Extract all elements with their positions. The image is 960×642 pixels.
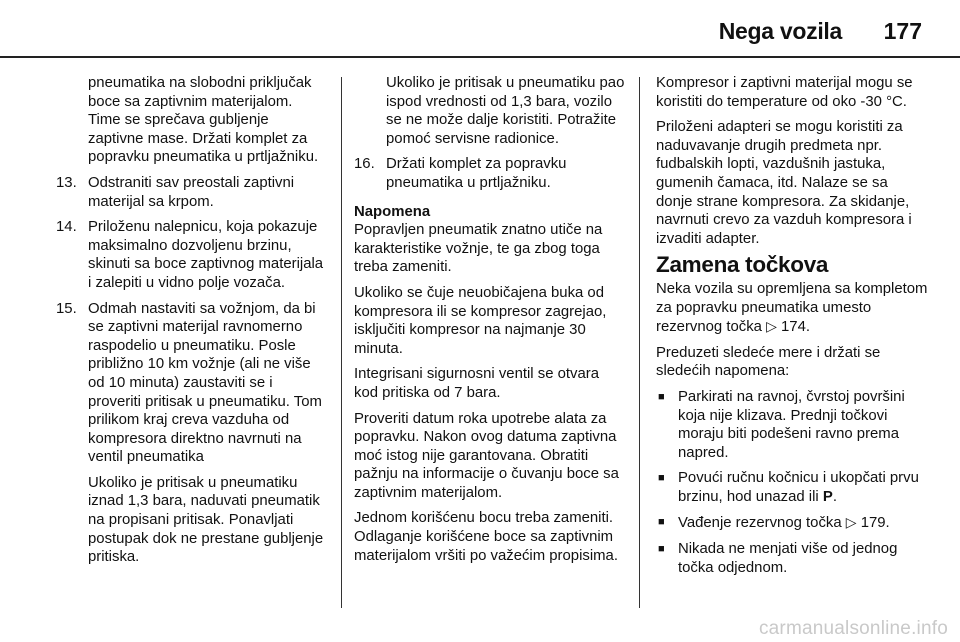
column-divider-2 <box>639 77 640 608</box>
header-rule <box>0 56 960 58</box>
paragraph: Preduzeti sledeće mere i držati se sledećih napomena: <box>656 344 881 380</box>
bullet-square-icon: ■ <box>658 543 665 556</box>
bullet-tail: . <box>832 488 837 505</box>
note-paragraph: Proveriti datum roka upotrebe alata za popravku. Nakon ovog datuma zaptivna moć istog nije garantovana. Obratiti pažnju na informacije o čuvanju boce sa zaptivnim materijalom. <box>354 410 619 501</box>
note-paragraph: Jednom korišćenu bocu treba zameniti. Odlaganje korišćene boce sa zaptivnim materijalom vršiti po važećim propisima. <box>354 510 618 564</box>
step-number: 16. <box>354 156 375 173</box>
page-ref-link[interactable]: 179. <box>860 515 890 532</box>
step-15 <box>56 300 328 467</box>
bullet-text: Parkirati na ravnoj, čvrstoj površini koja nije klizava. Prednji točkovi moraju biti podešeni ravno prema napred. <box>678 388 905 461</box>
bullet-text: Nikada ne menjati više od jednog točka odjednom. <box>678 541 898 576</box>
step-text: Odmah nastaviti sa vožnjom, da bi se zaptivni materijal ravnomerno raspodelio u pneumatiku. Posle približno 10 km vožnje (ali ne više od 10 minuta) zaustaviti se i proveriti pritisak u pneumatiku. Tom prilikom kraj creva vazduha od kompresora direktno navrnuti na ventil pneumatika <box>88 300 322 466</box>
bullet-item <box>656 513 928 533</box>
page-header-title: Nega vozila <box>718 18 842 44</box>
column-1 <box>56 74 328 574</box>
page-ref-link[interactable]: 174. <box>781 319 810 336</box>
step-14 <box>56 218 328 292</box>
page-ref-arrow-icon: ▷ <box>845 514 857 531</box>
continued-text: Ukoliko je pritisak u pneumatiku pao ispod vrednosti od 1,3 bara, vozilo se ne može dalje koristiti. Potražite pomoć servisne radionice. <box>386 75 625 147</box>
bullet-item <box>656 540 928 577</box>
step-text: Držati komplet za popravku pneumatika u prtljažniku. <box>386 156 567 191</box>
page-number: 177 <box>883 18 922 44</box>
bullet-item <box>656 469 928 506</box>
note-paragraph: Integrisani sigurnosni ventil se otvara kod pritiska od 7 bara. <box>354 366 599 401</box>
bullet-square-icon: ■ <box>658 516 665 529</box>
bullet-item <box>656 388 928 462</box>
gear-p-label: P <box>822 488 833 505</box>
column-2 <box>354 74 626 572</box>
bullet-square-icon: ■ <box>658 390 665 403</box>
section-heading: Zamena točkova <box>656 252 829 278</box>
bullet-text: Vađenje rezervnog točka <box>678 515 842 532</box>
continued-step-text: pneumatika na slobodni priključak boce sa zaptivnim materijalom. Time se sprečava gubljenje zaptivne mase. Držati komplet za popravku pneumatika u prtljažniku. <box>88 75 319 166</box>
step-16 <box>354 155 626 192</box>
step-text: Priloženu nalepnicu, koja pokazuje maksimalno dozvoljenu brzinu, skinuti sa boce zaptivnog materijala i zalepiti u vidno polje vozača. <box>88 219 324 291</box>
step-13 <box>56 174 328 211</box>
column-3 <box>656 74 928 584</box>
note-heading: Napomena <box>354 203 431 220</box>
paragraph <box>656 280 928 337</box>
step-number: 15. <box>56 300 77 317</box>
column-divider-1 <box>341 77 342 608</box>
bullet-content <box>678 469 928 506</box>
bullet-square-icon: ■ <box>658 472 665 485</box>
watermark: carmanualsonline.info <box>758 618 948 639</box>
step-text: Odstraniti sav preostali zaptivni materijal sa krpom. <box>88 174 295 210</box>
bullet-content <box>678 513 928 533</box>
paragraph: Priloženi adapteri se mogu koristiti za naduvavanje drugih predmeta npr. fudbalskih lopti, vazdušnih jastuka, gumenih čamaca, itd. Nalaze se sa donje strane kompresora. Za skidanje, navrnuti crevo za vazduh kompresora i izvaditi adapter. <box>656 119 912 247</box>
bullet-text: Povući ručnu kočnicu i ukopčati prvu brzinu, hod unazad ili <box>678 470 919 505</box>
note-paragraph: Popravljen pneumatik znatno utiče na karakteristike vožnje, te ga zbog toga treba zameniti. <box>354 222 603 276</box>
note-paragraph: Ukoliko se čuje neuobičajena buka od kompresora ili se kompresor zagrejao, isključiti kompresor na najmanje 30 minuta. <box>354 284 607 357</box>
step-number: 14. <box>56 219 77 236</box>
paragraph-text: Neka vozila su opremljena sa kompletom za popravku pneumatika umesto rezervnog točka <box>656 280 928 336</box>
page-ref-arrow-icon: ▷ <box>766 318 777 335</box>
step-number: 13. <box>56 174 77 191</box>
step-15-paragraph: Ukoliko je pritisak u pneumatiku iznad 1,3 bara, naduvati pneumatik na propisani pritisak. Ponavljati postupak dok ne prestane gubljenje pritiska. <box>88 474 324 566</box>
paragraph: Kompresor i zaptivni materijal mogu se koristiti do temperature od oko -30 °C. <box>656 75 913 110</box>
